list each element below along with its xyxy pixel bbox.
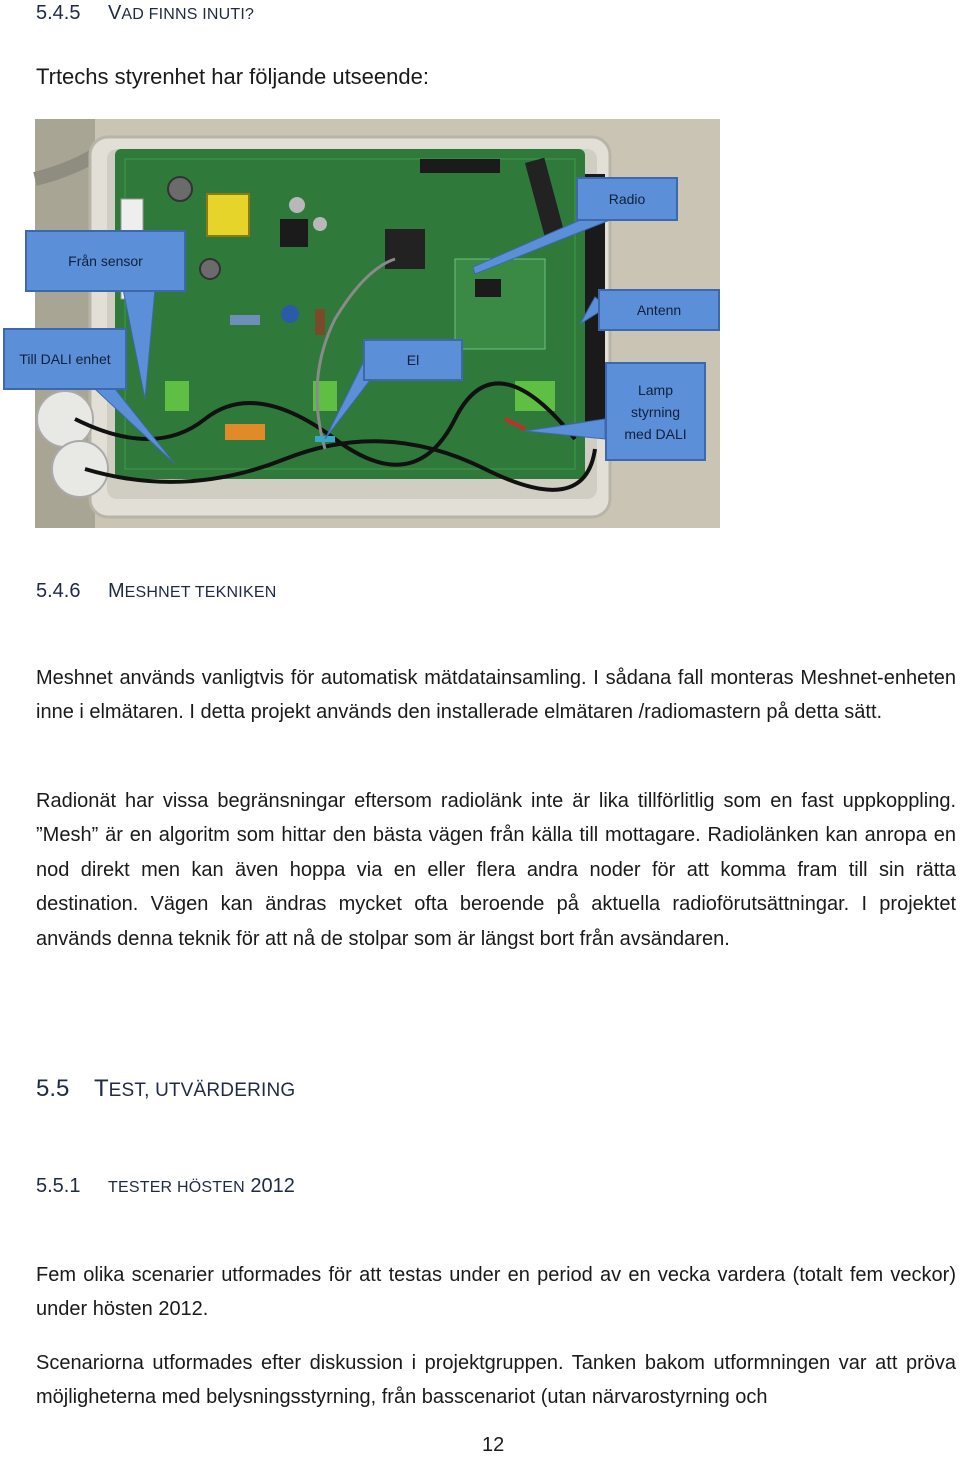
section-number: 5.5 — [36, 1075, 70, 1102]
callout-radio: Radio — [576, 177, 678, 221]
arrow-till-dali — [95, 389, 175, 464]
intro-text: Trtechs styrenhet har följande utseende: — [36, 64, 429, 89]
callout-fran-sensor: Från sensor — [25, 230, 186, 292]
section-title-second-initial: U — [155, 1080, 169, 1101]
page-number: 12 — [482, 1434, 505, 1456]
callout-el: El — [363, 339, 463, 381]
section-heading-5-5 — [36, 1075, 295, 1103]
callout-antenn: Antenn — [598, 289, 720, 331]
section-title-year: 2012 — [244, 1175, 295, 1197]
section-title-rest: EST, — [108, 1080, 156, 1101]
callout-lamp-styrning: Lamp styrning med DALI — [605, 362, 706, 461]
section-heading-5-4-5 — [36, 2, 254, 25]
section-number: 5.4.6 — [36, 580, 81, 602]
section-title-rest: ESHNET TEKNIKEN — [124, 584, 277, 601]
section-title-rest: AD FINNS INUTI? — [121, 6, 255, 23]
section-heading-5-5-1 — [36, 1175, 295, 1198]
arrow-lamp — [525, 419, 605, 439]
controller-photo — [19, 119, 720, 528]
section-title: TESTER HÖSTEN — [108, 1179, 245, 1196]
paragraph-radionat: Radionät har vissa begränsningar eftersom radiolänk inte är lika tillförlitlig som en fast uppkoppling. ”Mesh” är en algoritm som hittar den bästa vägen från källa till mottagare. Radiolänken kan anropa en nod direkt men kan även hoppa via en eller flera andra noder för att komma fram till sin rätta destination. Vägen kan ändras mycket ofta beroende på aktuella radioförutsättningar. I projektet används denna teknik för att nå de stolpar som är längst bort från avsändaren. — [36, 790, 956, 950]
paragraph-scenarier: Fem olika scenarier utformades för att testas under en period av en vecka vardera (totalt fem veckor) under hösten 2012. — [36, 1264, 956, 1321]
callout-till-dali: Till DALI enhet — [3, 328, 127, 390]
section-number: 5.5.1 — [36, 1175, 81, 1197]
section-title-second-rest: TVÄRDERING — [168, 1080, 296, 1101]
section-number: 5.4.5 — [36, 2, 81, 24]
section-title-initial: V — [108, 2, 122, 24]
paragraph-meshnet: Meshnet används vanligtvis för automatisk mätdatainsamling. I sådana fall monteras Meshnet-enheten inne i elmätaren. I detta projekt används den installerade elmätaren /radiomastern på detta sätt. — [36, 667, 956, 724]
arrow-fran-sensor — [123, 289, 155, 399]
section-title-initial: M — [108, 580, 125, 602]
section-title-initial: T — [94, 1075, 109, 1102]
paragraph-scenariorna: Scenariorna utformades efter diskussion i projektgruppen. Tanken bakom utformningen var att pröva möjligheterna med belysningsstyrning, från basscenariot (utan närvarostyrning och — [36, 1352, 956, 1409]
section-heading-5-4-6 — [36, 580, 276, 603]
